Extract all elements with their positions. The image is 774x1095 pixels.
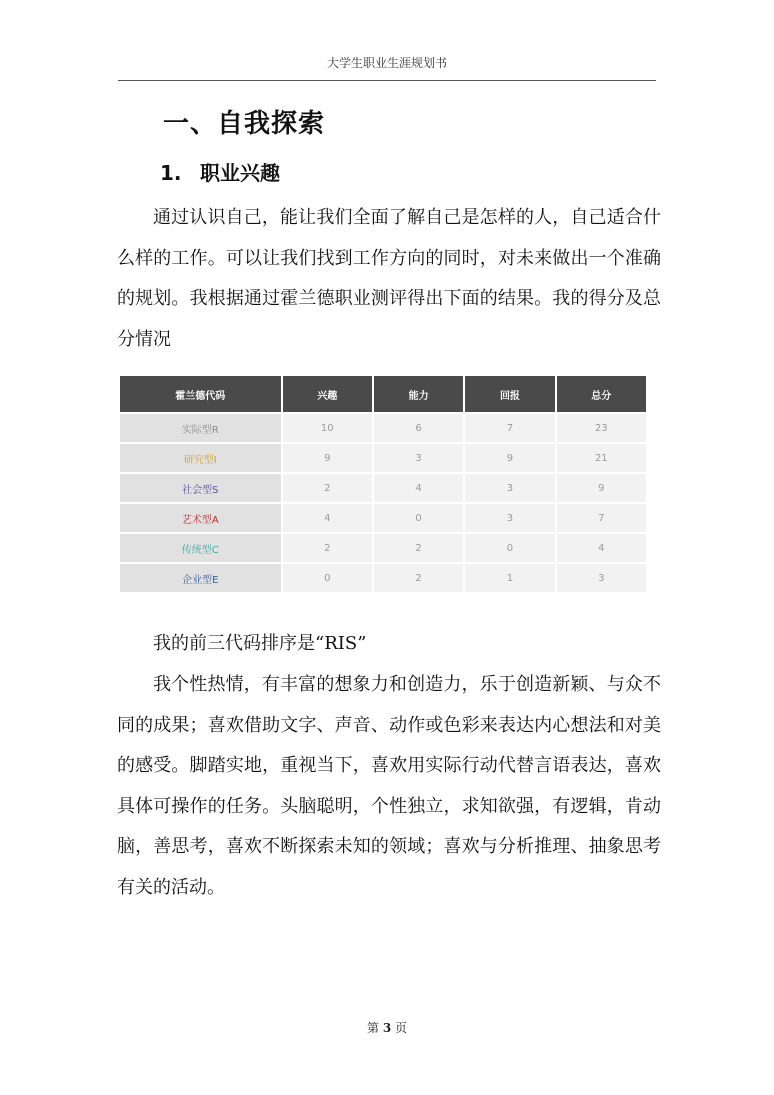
table-row <box>120 534 646 562</box>
intro-paragraph: 通过认识自己，能让我们全面了解自己是怎样的人，自己适合什么样的工作。可以让我们找到工作方向的同时，对未来做出一个准确的规划。我根据通过霍兰德职业测评得出下面的结果。我的得分及总分情况 <box>117 207 661 350</box>
total-cell: 21 <box>557 444 646 472</box>
reward-cell: 1 <box>465 564 554 592</box>
total-cell: 4 <box>557 534 646 562</box>
interest-cell: 0 <box>283 564 372 592</box>
code-cell: 研究型I <box>120 444 281 472</box>
running-header: 大学生职业生涯规划书 <box>326 56 447 70</box>
interest-cell: 9 <box>283 444 372 472</box>
personality-paragraph: 我个性热情，有丰富的想象力和创造力，乐于创造新颖、与众不同的成果；喜欢借助文字、声音、动作或色彩来表达内心想法和对美的感受。脚踏实地，重视当下，喜欢用实际行动代替言语表达，喜欢具体可操作的任务。头脑聪明，个性独立，求知欲强，有逻辑，肯动脑，善思考，喜欢不断探索未知的领域；喜欢与分析推理、抽象思考有关的活动。 <box>117 674 661 898</box>
code-cell: 艺术型A <box>120 504 281 532</box>
total-cell: 9 <box>557 474 646 502</box>
column-header-ability: 能力 <box>374 376 463 412</box>
ability-cell: 2 <box>374 534 463 562</box>
column-header-code: 霍兰德代码 <box>120 376 281 412</box>
subsection-number: 1. <box>160 161 182 185</box>
table-row <box>120 444 646 472</box>
total-cell: 23 <box>557 414 646 442</box>
interest-cell: 2 <box>283 474 372 502</box>
subsection-title: 职业兴趣 <box>200 161 280 185</box>
subsection-heading <box>160 157 280 186</box>
ability-cell: 4 <box>374 474 463 502</box>
holland-score-table <box>118 374 648 590</box>
total-cell: 7 <box>557 504 646 532</box>
table-row <box>120 414 646 442</box>
code-cell: 社会型S <box>120 474 281 502</box>
interest-cell: 2 <box>283 534 372 562</box>
reward-cell: 0 <box>465 534 554 562</box>
code-cell: 实际型R <box>120 414 281 442</box>
total-cell: 3 <box>557 564 646 592</box>
page-footer <box>0 1019 774 1036</box>
interest-cell: 10 <box>283 414 372 442</box>
column-header-interest: 兴趣 <box>283 376 372 412</box>
interest-cell: 4 <box>283 504 372 532</box>
code-cell: 传统型C <box>120 534 281 562</box>
reward-cell: 7 <box>465 414 554 442</box>
header-divider <box>118 80 656 81</box>
ability-cell: 6 <box>374 414 463 442</box>
ability-cell: 0 <box>374 504 463 532</box>
table-row <box>120 474 646 502</box>
footer-suffix: 页 <box>395 1021 408 1035</box>
ability-cell: 3 <box>374 444 463 472</box>
reward-cell: 9 <box>465 444 554 472</box>
table-header-row <box>120 376 646 412</box>
reward-cell: 3 <box>465 504 554 532</box>
table-row <box>120 504 646 532</box>
column-header-total: 总分 <box>557 376 646 412</box>
page-number: 3 <box>382 1021 392 1035</box>
table-row <box>120 564 646 592</box>
column-header-reward: 回报 <box>465 376 554 412</box>
ability-cell: 2 <box>374 564 463 592</box>
code-cell: 企业型E <box>120 564 281 592</box>
reward-cell: 3 <box>465 474 554 502</box>
footer-prefix: 第 <box>366 1021 379 1035</box>
code-order-paragraph: 我的前三代码排序是“RIS” <box>153 633 367 654</box>
section-heading: 一、自我探索 <box>163 109 326 139</box>
